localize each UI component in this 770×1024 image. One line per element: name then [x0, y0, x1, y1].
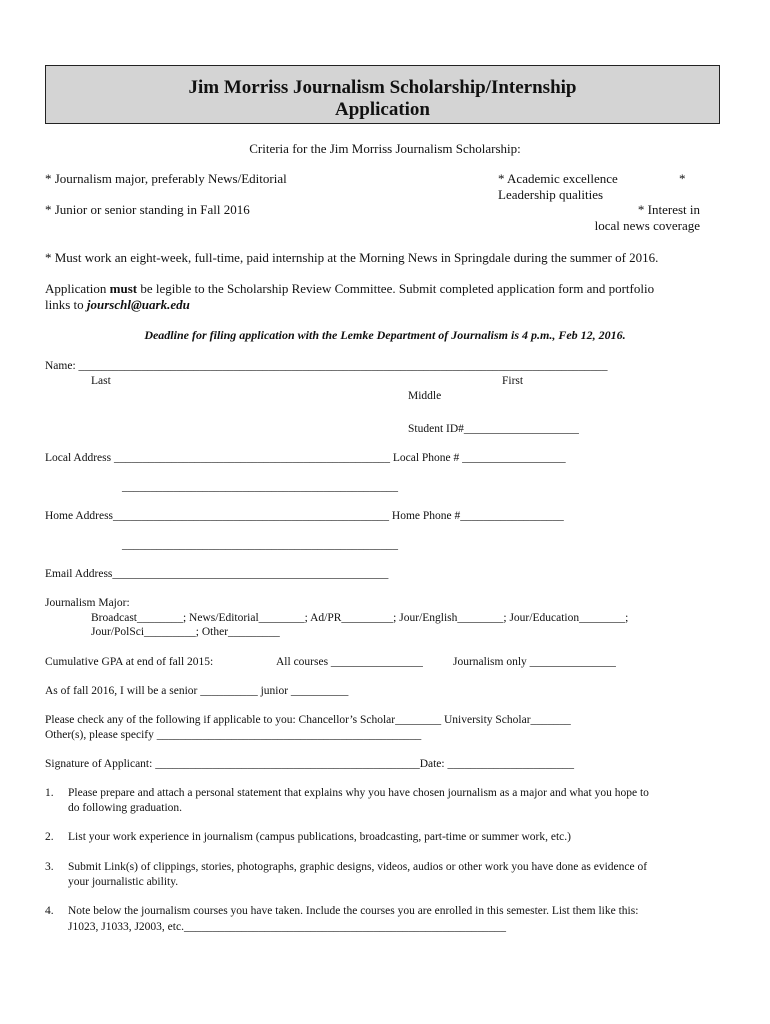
instruction-3-line-1: Submit Link(s) of clippings, stories, photographs, graphic designs, videos, audios or other work you have done as evidence of	[68, 861, 648, 873]
gpa-label: Cumulative GPA at end of fall 2015:	[45, 656, 214, 668]
instruction-4-line-2[interactable]: J1023, J1033, J2003, etc.________________________________________________________	[68, 921, 506, 933]
submission-email-link[interactable]: jourschl@uark.edu	[86, 297, 190, 312]
instruction-1-number: 1.	[45, 787, 54, 799]
journalism-major-label: Journalism Major:	[45, 597, 130, 609]
instruction-1-line-2: do following graduation.	[68, 802, 183, 814]
home-address-line-2[interactable]: ________________________________________________	[122, 539, 398, 551]
name-middle-label: Middle	[408, 390, 442, 402]
email-address-field[interactable]: Email Address________________________________________________	[45, 568, 389, 580]
instruction-2-number: 2.	[45, 831, 54, 843]
criteria-interest-2: local news coverage	[594, 218, 700, 233]
criteria-junior-senior: * Junior or senior standing in Fall 2016	[45, 202, 250, 217]
submission-text-b: be legible to the Scholarship Review Committee. Submit completed application form and portfolio	[137, 281, 655, 296]
student-id-field[interactable]: Student ID#____________________	[408, 423, 579, 435]
criteria-heading: Criteria for the Jim Morriss Journalism Scholarship:	[249, 141, 521, 156]
local-address-line-2[interactable]: ________________________________________________	[122, 481, 398, 493]
submission-must: must	[109, 281, 138, 296]
criteria-journalism-major: * Journalism major, preferably News/Editorial	[45, 171, 287, 186]
scholar-check-line[interactable]: Please check any of the following if applicable to you: Chancellor’s Scholar________ University Scholar_______	[45, 714, 571, 726]
criteria-academic-excellence: * Academic excellence	[498, 171, 618, 186]
instruction-2-line-1: List your work experience in journalism (campus publications, broadcasting, part-time or summer work, etc.)	[68, 831, 571, 843]
gpa-journalism-field[interactable]: Journalism only _______________	[453, 656, 616, 668]
name-field[interactable]: Name: ____________________________________________________________________________________________	[45, 360, 608, 372]
page-title: Jim Morriss Journalism Scholarship/Internship	[188, 77, 577, 98]
criteria-leadership: Leadership qualities	[498, 187, 604, 202]
submission-text-a: Application	[45, 281, 110, 296]
title-box	[45, 65, 720, 124]
standing-field[interactable]: As of fall 2016, I will be a senior __________ junior __________	[45, 685, 349, 697]
local-address-field[interactable]: Local Address ________________________________________________ Local Phone # __________________	[45, 452, 566, 464]
criteria-star: *	[679, 171, 686, 186]
other-scholar-field[interactable]: Other(s), please specify ______________________________________________	[45, 729, 422, 741]
submission-links-to: links to	[45, 297, 87, 312]
name-last-label: Last	[91, 375, 111, 387]
instruction-1-line-1: Please prepare and attach a personal statement that explains why you have chosen journalism as a major and what you hope to	[68, 787, 649, 799]
page-subtitle: Application	[334, 99, 431, 120]
instruction-4-line-1: Note below the journalism courses you have taken. Include the courses you are enrolled in this semester. List them like this:	[68, 905, 639, 917]
criteria-internship: * Must work an eight-week, full-time, paid internship at the Morning News in Springdale during the summer of 2016.	[45, 250, 659, 265]
submission-line-2	[45, 298, 190, 311]
signature-field[interactable]: Signature of Applicant: ______________________________________________Date: ______________________	[45, 758, 574, 770]
submission-line-1	[45, 282, 654, 295]
journalism-major-options-2[interactable]: Jour/PolSci_________; Other_________	[91, 626, 280, 638]
gpa-all-courses-field[interactable]: All courses ________________	[276, 656, 423, 668]
instruction-3-number: 3.	[45, 861, 54, 873]
deadline-notice: Deadline for filing application with the Lemke Department of Journalism is 4 p.m., Feb 12, 2016.	[144, 328, 626, 342]
home-address-field[interactable]: Home Address________________________________________________ Home Phone #__________________	[45, 510, 564, 522]
name-first-label: First	[502, 375, 524, 387]
instruction-3-line-2: your journalistic ability.	[68, 876, 179, 888]
instruction-4-number: 4.	[45, 905, 54, 917]
criteria-interest-1: * Interest in	[637, 202, 700, 217]
journalism-major-options-1[interactable]: Broadcast________; News/Editorial________; Ad/PR_________; Jour/English________; Jour/Education________;	[91, 612, 629, 624]
